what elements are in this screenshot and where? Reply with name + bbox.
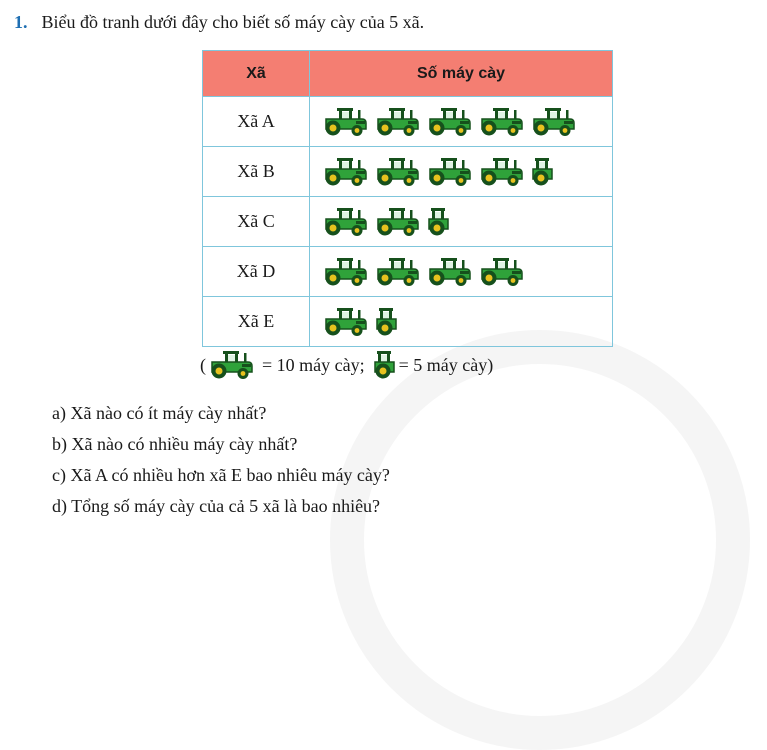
commune-name: Xã B xyxy=(203,147,310,197)
legend-full-text: = 10 máy cày; xyxy=(262,354,365,375)
legend-half-text: = 5 máy cày) xyxy=(398,354,494,375)
table-row xyxy=(203,97,613,147)
tractor-icon xyxy=(322,307,368,337)
tractor-icon xyxy=(322,257,368,287)
sub-question-a: a) Xã nào có ít máy cày nhất? xyxy=(52,403,267,423)
tractor-icons xyxy=(310,97,613,147)
table-header-row xyxy=(203,51,613,97)
tractor-icon xyxy=(374,207,420,237)
tractor-icon xyxy=(322,207,368,237)
half-tractor-icon xyxy=(426,207,449,237)
tractor-icon xyxy=(478,157,524,187)
table-row xyxy=(203,297,613,347)
sub-question-c: c) Xã A có nhiều hơn xã E bao nhiêu máy cày? xyxy=(52,465,390,485)
tractor-icon xyxy=(426,107,472,137)
question-number: 1. xyxy=(14,12,28,32)
column-header-so-may-cay: Số máy cày xyxy=(310,51,613,97)
tractor-icon xyxy=(478,107,524,137)
legend-half-tractor-icon xyxy=(371,350,396,380)
table-row xyxy=(203,197,613,247)
tractor-icon xyxy=(426,157,472,187)
tractor-icon xyxy=(478,257,524,287)
commune-name: Xã D xyxy=(203,247,310,297)
legend-open-paren: ( xyxy=(200,354,206,375)
commune-name: Xã A xyxy=(203,97,310,147)
tractor-icon xyxy=(322,107,368,137)
legend-tractor-icon xyxy=(206,350,256,380)
half-tractor-icon xyxy=(374,307,397,337)
legend xyxy=(200,350,493,380)
table-row xyxy=(203,147,613,197)
tractor-icon xyxy=(322,157,368,187)
commune-name: Xã C xyxy=(203,197,310,247)
tractor-icon xyxy=(374,107,420,137)
tractor-icons xyxy=(310,197,613,247)
tractor-icon xyxy=(530,107,576,137)
question-text: Biểu đồ tranh dưới đây cho biết số máy cày của 5 xã. xyxy=(41,12,425,32)
column-header-xa: Xã xyxy=(203,51,310,97)
tractor-icon xyxy=(426,257,472,287)
tractor-icons xyxy=(310,297,613,347)
sub-question-d: d) Tổng số máy cày của cả 5 xã là bao nhiêu? xyxy=(52,496,381,516)
question-header xyxy=(14,12,424,33)
tractor-icon xyxy=(374,157,420,187)
pictograph-table xyxy=(202,50,613,347)
sub-question-list xyxy=(52,398,390,522)
tractor-icon xyxy=(374,257,420,287)
watermark-circle xyxy=(330,330,750,750)
half-tractor-icon xyxy=(530,157,553,187)
commune-name: Xã E xyxy=(203,297,310,347)
tractor-icons xyxy=(310,247,613,297)
tractor-icons xyxy=(310,147,613,197)
sub-question-b: b) Xã nào có nhiều máy cày nhất? xyxy=(52,434,298,454)
table-row xyxy=(203,247,613,297)
